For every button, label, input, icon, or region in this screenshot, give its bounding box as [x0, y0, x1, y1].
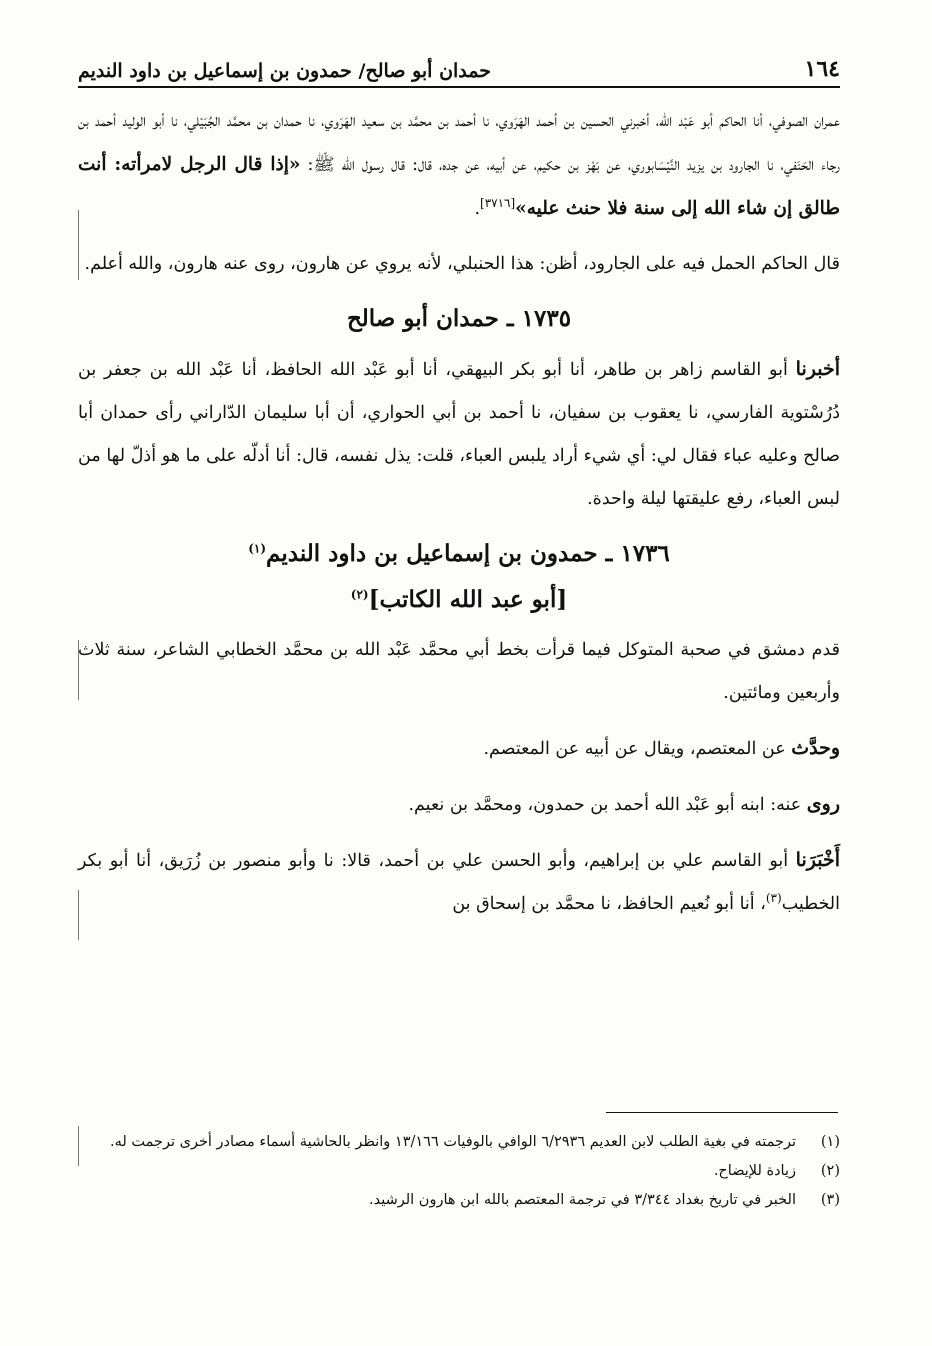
paragraph-1736-isnad [78, 839, 840, 926]
footnote-number: (١) [820, 1134, 840, 1150]
main-text [78, 100, 840, 926]
entry-1735-text: أبو القاسم زاهر بن طاهر، أنا أبو بكر البيهقي، أنا أبو عَبْد الله الحافظ، أنا عَبْد الله بن جعفر بن دُرُسْتوية الفارسي، نا يعقوب بن سفيان، نا أحمد بن أبي الحواري، أن أبا سليمان الدّاراني رأى حمدان أبا صالح وعليه عباء فقال لي: أي شيء أراد يلبس العباء، قلت: يذل نفسه، قال: أنا أدلّه على ما هو أذلّ لها من لبس العباء، رفع عليقتها ليلة واحدة. [78, 360, 840, 509]
entry-heading-1735: ١٧٣٥ ـ حمدان أبو صالح [346, 305, 572, 332]
running-title: حمدان أبو صالح/ حمدون بن إسماعيل بن داود النديم [78, 60, 491, 82]
lead-word: وحدَّث [791, 737, 840, 759]
entry-1736-title: ١٧٣٦ ـ حمدون بن إسماعيل بن داود النديم [266, 540, 670, 567]
page-header [78, 40, 840, 88]
footnote-ref-1: (١) [248, 541, 267, 556]
hadith-number: [٣٧١٦] [480, 196, 516, 211]
paragraph-hakim-comment [78, 243, 840, 286]
isnad-text-a: أبو القاسم علي بن إبراهيم، وأبو الحسن علي بن أحمد، قالا: نا وأبو منصور بن زُرَيق، أنا أبو بكر الخطيب [78, 851, 840, 914]
footnote-3 [78, 1186, 840, 1215]
page-number: ١٦٤ [804, 56, 840, 82]
footnote-ref-2: (٢) [350, 587, 369, 602]
footnote-2 [78, 1157, 840, 1186]
margin-mark [78, 1126, 79, 1166]
margin-mark [78, 640, 79, 700]
lead-word: أَخْبَرَنا [795, 849, 840, 871]
paragraph-1735 [78, 348, 840, 521]
hadith-text: «إذا قال الرجل لامرأته: أنت طالق إن شاء الله إلى سنة فلا حنث عليه» [78, 154, 840, 219]
footnote-1 [78, 1128, 840, 1157]
footnote-text: الخبر في تاريخ بغداد ٣/٣٤٤ في ترجمة المعتصم بالله ابن هارون الرشيد. [369, 1192, 796, 1208]
sentence-end: . [474, 199, 481, 219]
isnad-text-b: ، أنا أبو نُعيم الحافظ، نا محمَّد بن إسحاق بن [452, 894, 766, 914]
hakim-comment-text: قال الحاكم الحمل فيه على الجارود، أظن: هذا الحنبلي، لأنه يروي عن هارون، روى عنه هارون، والله أعلم. [84, 254, 840, 274]
paragraph-isnad [78, 100, 840, 231]
footnotes [78, 1128, 840, 1215]
paragraph-1736-narrated [78, 727, 840, 771]
isnad-text: عمران الصوفي، أنا الحاكم أبو عَبْد الله، أخبرني الحسين بن أحمد الهَرَوي، نا أحمد بن محمَّد بن سعيد الهَرَوي، نا حمدان بن محمَّد الجُبَيْلي، نا أبو الوليد أحمد بن رجاء الحَنَفي، نا الجارود بن يزيد النَّيْسَابوري، عن بَهْز بن حكيم، عن أبيه، عن جده، قال: قال رسول الله ﷺ: [78, 111, 841, 175]
margin-mark [78, 210, 79, 280]
narrators-text: عنه: ابنه أبو عَبْد الله أحمد بن حمدون، ومحمَّد بن نعيم. [408, 795, 807, 815]
paragraph-1736-arrival [78, 629, 840, 715]
lead-word: روى [806, 793, 840, 815]
footnote-text: زيادة للإيضاح. [713, 1163, 796, 1179]
lead-word: أخبرنا [795, 358, 840, 380]
margin-mark [78, 890, 79, 940]
paragraph-1736-narrators [78, 783, 840, 827]
entry-1736-kunya: [أبو عبد الله الكاتب] [368, 586, 568, 613]
narrated-text: عن المعتصم، ويقال عن أبيه عن المعتصم. [483, 739, 792, 759]
footnote-divider [606, 1112, 838, 1113]
entry-heading-1736 [78, 531, 840, 623]
arrival-text: قدم دمشق في صحبة المتوكل فيما قرأت بخط أبي محمَّد عَبْد الله بن محمَّد الخطابي الشاعر، سنة ثلاث وأربعين ومائتين. [78, 640, 840, 703]
footnote-number: (٣) [820, 1192, 840, 1208]
footnote-ref-3: (٣) [765, 891, 782, 906]
footnote-text: ترجمته في بغية الطلب لابن العديم ٦/٢٩٣٦ الوافي بالوفيات ١٣/١٦٦ وانظر بالحاشية أسماء مصادر أخرى ترجمت له. [109, 1134, 796, 1150]
footnote-number: (٢) [820, 1163, 840, 1179]
